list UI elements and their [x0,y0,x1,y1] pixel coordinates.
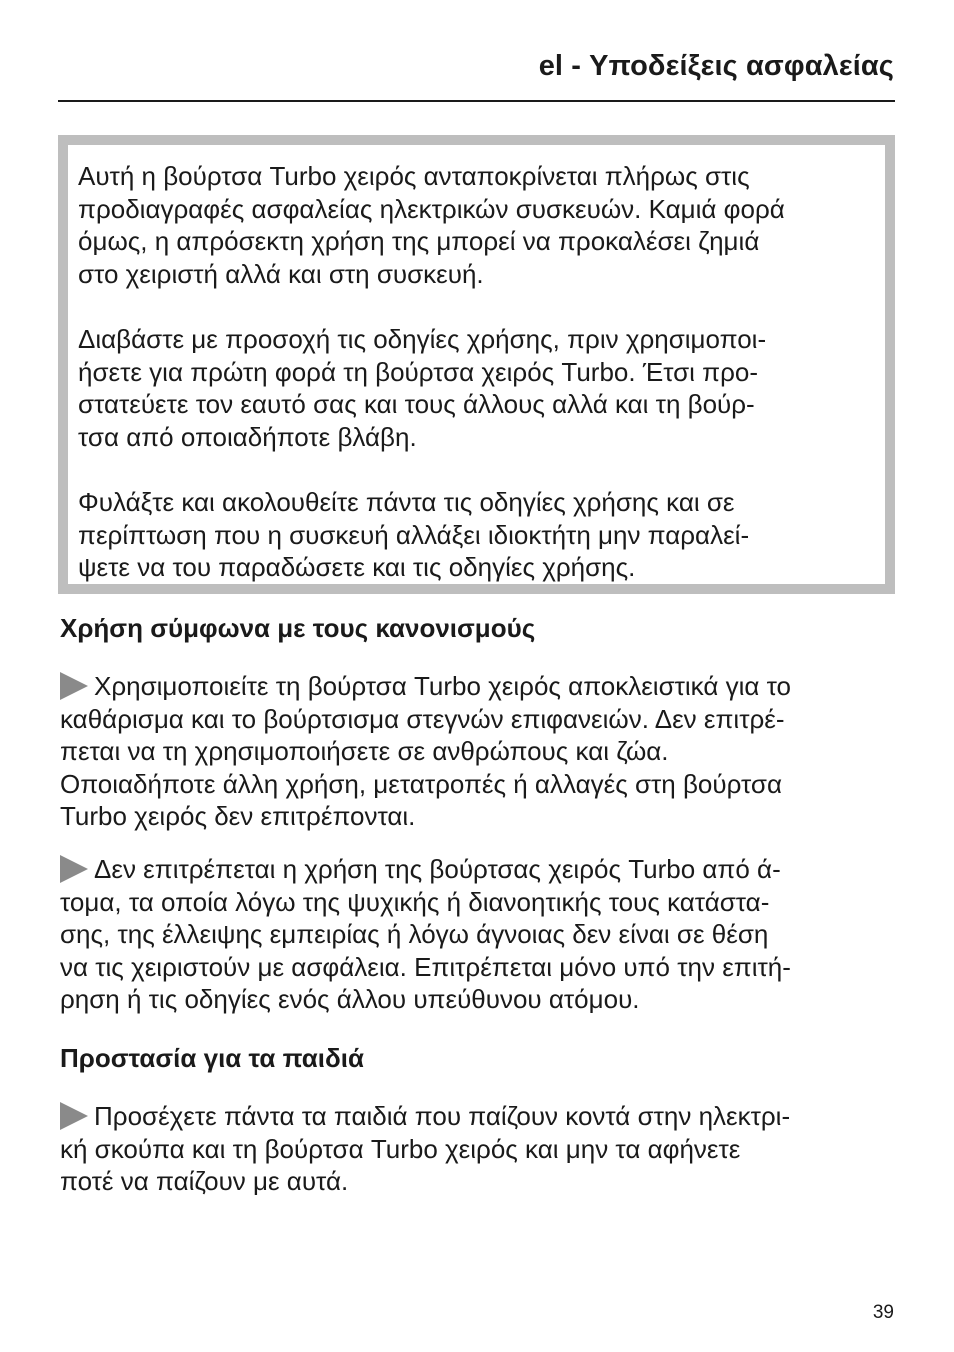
section-heading-intended-use: Χρήση σύμφωνα με τους κανονισμούς [60,613,536,643]
safety-notice-box [58,135,895,594]
text-line: τσα από οποιαδήποτε βλάβη. [78,421,417,452]
bullet-intended-use-2 [60,853,896,1016]
arrow-bullet-icon [60,855,88,883]
header-divider [58,100,895,102]
bullet-intended-use-1 [60,670,896,833]
text-line [60,670,896,703]
safety-notice-content [78,160,893,584]
bullet-paragraph [60,853,896,1016]
text-line: να τις χειριστούν με ασφάλεια. Επιτρέπεται μόνο υπό την επιτή- [60,951,791,982]
bullet-text: Χρησιμοποιείτε τη βούρτσα Turbo χειρός αποκλειστικά για το [94,671,792,701]
text-line: όμως, η απρόσεκτη χρήση της μπορεί να προκαλέσει ζημιά [78,226,760,257]
text-line: ψετε να του παραδώσετε και τις οδηγίες χρήσης. [78,552,636,583]
arrow-bullet-icon [60,1102,88,1130]
text-line [60,853,896,886]
text-line: Διαβάστε με προσοχή τις οδηγίες χρήσης, πριν χρησιμοποι- [78,323,767,354]
page-header-title: el - Υποδείξεις ασφαλείας [538,50,894,82]
text-line: ρηση ή τις οδηγίες ενός άλλου υπεύθυνου ατόμου. [60,984,640,1015]
arrow-bullet-icon [60,672,88,700]
text-line: Φυλάξτε και ακολουθείτε πάντα τις οδηγίες χρήσης και σε [78,486,735,517]
text-line [60,1100,896,1133]
text-line: σης, της έλλειψης εμπειρίας ή λόγω άγνοιας δεν είναι σε θέση [60,919,769,950]
page-number: 39 [872,1302,894,1323]
section-heading-child-safety: Προστασία για τα παιδιά [60,1043,364,1073]
text-line: στο χειριστή αλλά και στη συσκευή. [78,258,484,289]
text-line: στατεύετε τον εαυτό σας και τους άλλους αλλά και τη βούρ- [78,389,755,420]
bullet-text: Δεν επιτρέπεται η χρήση της βούρτσας χειρός Turbo από ά- [94,854,781,884]
text-line: καθάρισμα και το βούρτσισμα στεγνών επιφανειών. Δεν επιτρέ- [60,703,785,734]
bullet-child-safety-1 [60,1100,896,1198]
notice-paragraph [78,323,893,453]
text-line: προδιαγραφές ασφαλείας ηλεκτρικών συσκευών. Καμιά φορά [78,193,785,224]
notice-paragraph [78,486,893,584]
text-line: περίπτωση που η συσκευή αλλάξει ιδιοκτήτη μην παραλεί- [78,519,750,550]
bullet-paragraph [60,670,896,833]
text-line: Turbo χειρός δεν επιτρέπονται. [60,801,416,832]
text-line: κή σκούπα και τη βούρτσα Turbo χειρός και μην τα αφήνετε [60,1133,741,1164]
text-line: ποτέ να παίζουν με αυτά. [60,1166,349,1197]
text-line: ήσετε για πρώτη φορά τη βούρτσα χειρός Turbo. Έτσι προ- [78,356,759,387]
text-line: τομα, τα οποία λόγω της ψυχικής ή διανοητικής τους κατάστα- [60,886,770,917]
notice-paragraph [78,160,893,290]
bullet-text: Προσέχετε πάντα τα παιδιά που παίζουν κοντά στην ηλεκτρι- [94,1101,791,1131]
text-line: Οποιαδήποτε άλλη χρήση, μετατροπές ή αλλαγές στη βούρτσα [60,768,782,799]
bullet-paragraph [60,1100,896,1198]
text-line: Αυτή η βούρτσα Turbo χειρός ανταποκρίνεται πλήρως στις [78,161,750,191]
text-line: πεται να τη χρησιμοποιήσετε σε ανθρώπους και ζώα. [60,736,669,767]
